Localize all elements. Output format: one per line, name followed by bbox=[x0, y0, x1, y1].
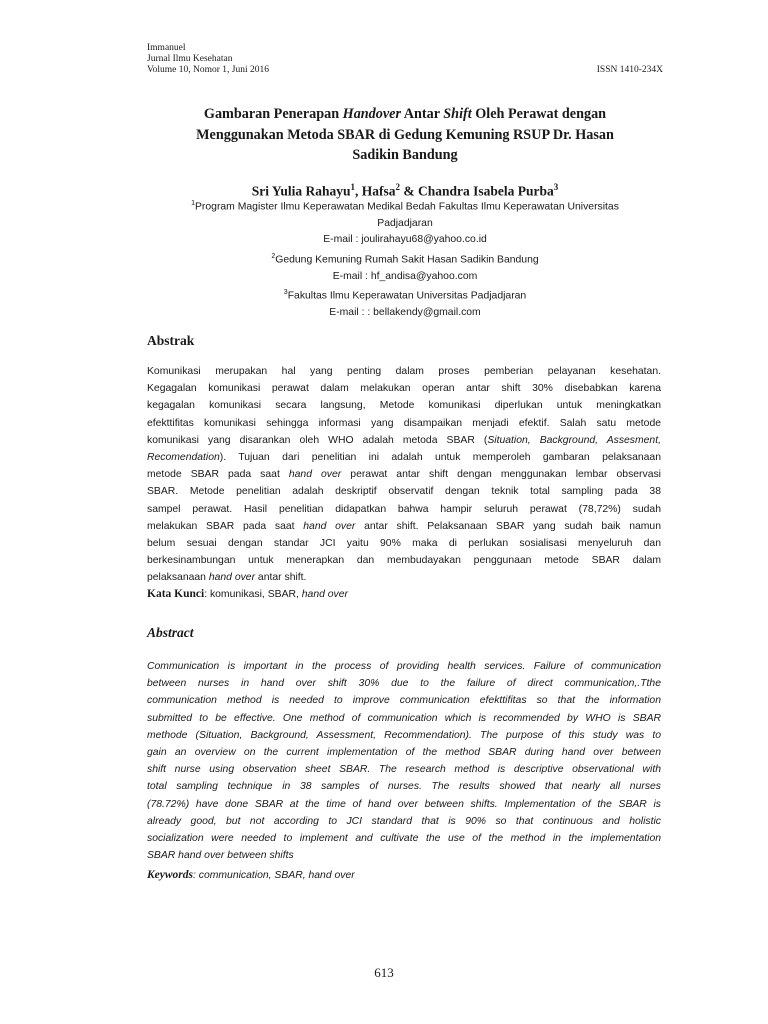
author-list: Sri Yulia Rahayu$^1$, Hafsa$^2$ & Chandra Isabela Purba$^3$ bbox=[251, 182, 559, 199]
affiliation-1: $^1$Program Magister Ilmu Keperawatan Medikal Bedah Fakultas Ilmu Keperawatan Universitas bbox=[191, 200, 619, 213]
title-line-3: Sadikin Bandung bbox=[352, 147, 458, 163]
title-shift: Shift bbox=[443, 106, 472, 122]
abstrak-body: Komunikasi merupakan hal yang penting dalam proses pemberian pelayanan kesehatan. Kegagalan komunikasi perawat dalam melakukan operan antar shift 30% disebabkan karena kegagalan komunikasi secara langsung, Metode komunikasi diperlukan untuk meningkatkan efekttifitas komunikasi sehingga informasi yang disampaikan menjadi efektif. Salah satu metode komunikasi yang disarankan oleh WHO adalah metoda SBAR (Situation, Background, Assesment, Recomendation). Tujuan dari penelitian ini adalah untuk memperoleh gambaran pelaksanaan metode SBAR pada saat hand over perawat antar shift dengan menggunakan lembar observasi SBAR. Metode penelitian adalah deskriptif observatif dengan teknik total sampling pada 38 sampel perawat. Hasil penelitian didapatkan bahwa hampir seluruh perawat (78,72%) sudah melakukan SBAR pada saat hand over antar shift. Pelaksanaan SBAR yang sudah baik namun belum sesuai dengan standar JCI yaitu 90% maka di perlukan sosialisasi menyeluruh dan berkesinambungan untuk menerapkan dan membudayakan penggunaan metode SBAR dalam pelaksanaan hand over antar shift. bbox=[147, 366, 661, 584]
author-1: Sri Yulia Rahayu bbox=[251, 183, 351, 199]
header-author: Immanuel bbox=[147, 43, 186, 53]
author-2: Hafsa bbox=[361, 183, 396, 199]
affiliation-3: $^3$Fakultas Ilmu Keperawatan Universitas Padjadjaran bbox=[283, 289, 527, 302]
running-header bbox=[147, 43, 663, 76]
email-1: E-mail : joulirahayu68@yahoo.co.id bbox=[323, 234, 487, 246]
header-volume-row bbox=[147, 65, 663, 76]
email-3: E-mail : : bellakendy@gmail.com bbox=[329, 307, 481, 319]
abstract-body: Communication is important in the process of providing health services. Failure of communication between nurses in hand over shift 30% due to the failure of direct communication,.Tthe communication method is needed to improve communication efekttifitas so that the information submitted to be effective. One method of communication which is recommended by WHO is SBAR methode (Situation, Background, Assessment, Recommendation). The purpose of this study was to gain an overview on the current implementation of the method SBAR during hand over between shift nurse using observation sheet SBAR. The research method is descriptive observational with total sampling technique in 38 samples of nurses. The results showed that nearly all nurses (78.72%) have done SBAR at the time of hand over between shifts. Implementation of the SBAR is already good, but not according to JCI standard that is 90% so that continuous and holistic socialization were needed to implement and cultivate the use of the method in the implementation SBAR hand over between shifts bbox=[147, 661, 661, 862]
keywords: Keywords: communication, SBAR, hand over bbox=[147, 869, 355, 881]
title-handover: Handover bbox=[342, 106, 401, 122]
paper-title bbox=[147, 104, 663, 166]
keywords-label: Keywords bbox=[147, 869, 193, 881]
kata-kunci: Kata Kunci: komunikasi, SBAR, hand over bbox=[147, 588, 348, 600]
author-3: Chandra Isabela Purba bbox=[418, 183, 554, 199]
affiliations bbox=[147, 196, 663, 322]
header-journal: Jurnal Ilmu Kesehatan bbox=[147, 54, 233, 64]
affiliation-2: $^2$Gedung Kemuning Rumah Sakit Hasan Sadikin Bandung bbox=[271, 252, 539, 266]
title-line-2: Menggunakan Metoda SBAR di Gedung Kemuning RSUP Dr. Hasan bbox=[196, 126, 614, 143]
page-number: 613 bbox=[374, 965, 394, 980]
abstrak-heading: Abstrak bbox=[147, 333, 195, 348]
affiliation-1-cont: Padjadjaran bbox=[377, 217, 433, 229]
kata-kunci-label: Kata Kunci bbox=[147, 588, 205, 600]
title-line-1: Gambaran Penerapan Handover Antar Shift Oleh Perawat dengan bbox=[203, 106, 607, 122]
email-2: E-mail : hf_andisa@yahoo.com bbox=[332, 270, 478, 282]
header-volume: Volume 10, Nomor 1, Juni 2016 bbox=[147, 65, 270, 75]
header-issn: ISSN 1410-234X bbox=[596, 65, 663, 75]
abstract-heading: Abstract bbox=[147, 625, 194, 640]
